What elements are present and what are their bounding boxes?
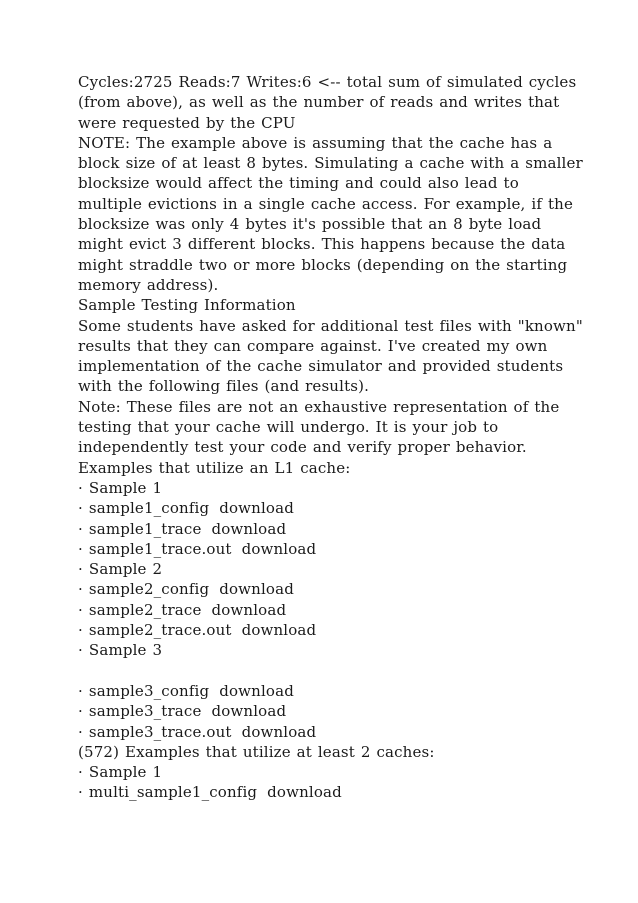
bullet-icon: · <box>78 560 83 579</box>
intro-paragraph <box>78 316 583 397</box>
bullet-icon: · <box>78 681 83 700</box>
list-item-label: Sample 1 <box>88 478 163 497</box>
list-item-label: sample3_config <box>88 681 210 700</box>
text-line: might straddle two or more blocks (depending on the starting <box>78 255 568 274</box>
list-item-label: sample1_config <box>88 499 210 518</box>
list-item <box>78 701 568 721</box>
list-item <box>78 681 568 701</box>
bullet-icon: · <box>78 621 83 640</box>
section-heading: Sample Testing Information <box>78 296 296 315</box>
text-line: independently test your code and verify proper behavior. <box>78 438 527 457</box>
bullet-icon: · <box>78 580 83 599</box>
list-item-label: Sample 3 <box>88 641 163 660</box>
bullet-icon: · <box>78 783 83 802</box>
multi-heading: (572) Examples that utilize at least 2 caches: <box>78 742 435 761</box>
list-item-label: sample2_trace <box>88 600 202 619</box>
list-item <box>78 498 568 518</box>
text-line: memory address). <box>78 275 219 294</box>
text-line: might evict 3 different blocks. This happens because the data <box>78 235 566 254</box>
list-item-label: Sample 2 <box>88 560 163 579</box>
bullet-icon: · <box>78 702 83 721</box>
text-line: testing that your cache will undergo. It is your job to <box>78 418 499 437</box>
multi-sample-list <box>78 762 568 803</box>
bullet-icon: · <box>78 641 83 660</box>
list-item-label: multi_sample1_config <box>88 783 258 802</box>
text-line: with the following files (and results). <box>78 377 370 396</box>
text-line: Cycles:2725 Reads:7 Writes:6 <-- total sum of simulated cycles <box>78 73 577 91</box>
cycles-paragraph <box>78 72 577 133</box>
list-item-label: sample1_trace <box>88 519 202 538</box>
list-item-label: sample2_trace.out <box>88 621 232 640</box>
download-link[interactable]: download <box>219 580 294 599</box>
list-item-label: sample1_trace.out <box>88 539 232 558</box>
list-item <box>78 519 568 539</box>
list-item <box>78 722 568 742</box>
bullet-icon: · <box>78 763 83 782</box>
list-item <box>78 762 568 782</box>
text-line: NOTE: The example above is assuming that the cache has a <box>78 133 553 152</box>
download-link[interactable]: download <box>211 519 287 538</box>
text-line: Note: These files are not an exhaustive representation of the <box>78 397 560 416</box>
download-link[interactable]: download <box>211 702 287 721</box>
bullet-icon: · <box>78 539 83 558</box>
list-item-label: sample3_trace <box>88 702 202 721</box>
download-link[interactable]: download <box>267 783 342 802</box>
text-line: blocksize would affect the timing and could also lead to <box>78 174 519 193</box>
text-line: blocksize was only 4 bytes it's possible that an 8 byte load <box>78 215 542 234</box>
blank-gap <box>78 661 568 681</box>
text-line: results that they can compare against. I've created my own <box>78 336 548 355</box>
list-item <box>78 559 568 579</box>
list-item-label: sample3_trace.out <box>88 722 232 741</box>
bullet-icon: · <box>78 499 83 518</box>
bullet-icon: · <box>78 600 83 619</box>
download-link[interactable]: download <box>211 600 287 619</box>
text-line: (from above), as well as the number of reads and writes that <box>78 93 560 112</box>
list-item-label: sample2_config <box>88 580 210 599</box>
note2-paragraph <box>78 397 568 458</box>
text-line: multiple evictions in a single cache access. For example, if the <box>78 194 573 213</box>
l1-sample-list <box>78 478 568 661</box>
l1-sample3-list <box>78 681 568 742</box>
list-item <box>78 620 568 640</box>
l1-heading: Examples that utilize an L1 cache: <box>78 458 351 477</box>
download-link[interactable]: download <box>219 499 294 518</box>
bullet-icon: · <box>78 478 83 497</box>
list-item <box>78 782 568 802</box>
list-item-label: Sample 1 <box>88 763 163 782</box>
text-line: block size of at least 8 bytes. Simulating a cache with a smaller <box>78 154 583 173</box>
download-link[interactable]: download <box>241 539 317 558</box>
text-line: implementation of the cache simulator and provided students <box>78 357 564 376</box>
list-item <box>78 600 568 620</box>
bullet-icon: · <box>78 519 83 538</box>
download-link[interactable]: download <box>219 681 294 700</box>
text-line: Some students have asked for additional test files with "known" <box>78 316 583 335</box>
download-link[interactable]: download <box>241 722 317 741</box>
list-item <box>78 640 568 660</box>
note-paragraph <box>78 133 583 295</box>
text-line: were requested by the CPU <box>78 113 296 132</box>
list-item <box>78 579 568 599</box>
bullet-icon: · <box>78 722 83 741</box>
list-item <box>78 539 568 559</box>
document-body <box>78 72 583 803</box>
list-item <box>78 478 568 498</box>
download-link[interactable]: download <box>241 621 317 640</box>
